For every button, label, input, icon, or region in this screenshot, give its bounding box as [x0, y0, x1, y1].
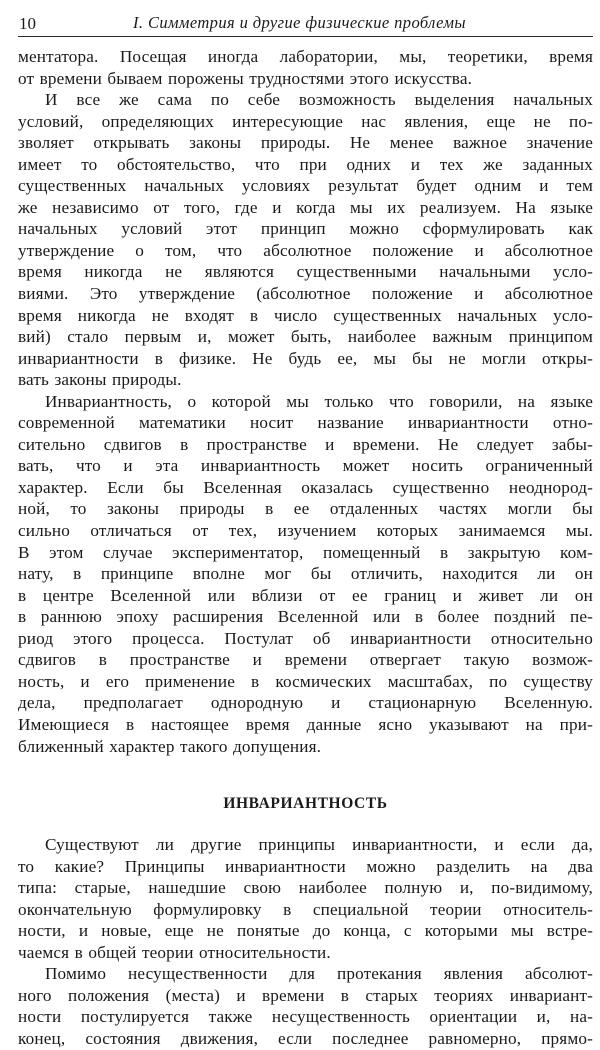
text-line: Имеющиеся в настоящее время данные ясно указывают на при-: [18, 714, 593, 734]
spacer: [18, 813, 593, 834]
text-line: нату, в принципе вполне мог бы отличить, находится ли он: [18, 564, 593, 584]
text-line: характер. Если бы Вселенная оказалась существенно неоднород-: [18, 477, 593, 497]
text-line: конец, состояния движения, если последнее равномерно, прямо-: [18, 1028, 593, 1048]
text-line: вий) стало первым и, может быть, наиболее важным принципом: [18, 327, 593, 347]
text-line: Существуют ли другие принципы инвариантности, и если да,: [45, 835, 593, 855]
text-line: В этом случае экспериментатор, помещенный в закрытую ком-: [18, 542, 593, 562]
text-line: от времени бываем порожены трудностями этого искусства.: [18, 68, 473, 88]
text-line: чаемся в общей теории относительности.: [18, 942, 331, 962]
text-line: ность, и его применение в космических масштабах, по существу: [18, 671, 593, 691]
paragraph: [18, 46, 593, 89]
text-line: окончательную формулировку в специальной теории относитель-: [18, 899, 593, 919]
text-line: ментатора. Посещая иногда лаборатории, мы, теоретики, время: [18, 47, 593, 66]
text-line: Помимо несущественности для протекания явления абсолют-: [45, 964, 593, 984]
text-line: время никогда не являются существенными начальными усло-: [18, 262, 593, 282]
text-line: сильно отличаться от тех, изучением которых занимаемся мы.: [18, 521, 593, 541]
text-line: Инвариантность, о которой мы только что говорили, на языке: [45, 391, 593, 411]
text-line: вать законы природы.: [18, 370, 182, 390]
text-line: ного положения (места) и времени в старых теориях инвариант-: [18, 985, 593, 1005]
text-line: типа: старые, нашедшие свою наиболее полную и, по-видимому,: [18, 878, 593, 898]
text-line: в раннюю эпоху расширения Вселенной или в более поздний пе-: [18, 607, 593, 627]
text-line: дела, предполагает однородную и стационарную Вселенную.: [18, 693, 593, 713]
text-line: сительно сдвигов в пространстве и времени. Не следует забы-: [18, 434, 593, 454]
paragraph: [18, 963, 593, 1049]
book-page: [18, 0, 593, 1048]
text-line: в центре Вселенной или вблизи от ее границ и живет ли он: [18, 585, 593, 605]
running-title: I. Симметрия и другие физические проблемы: [133, 13, 467, 32]
text-line: время никогда не входят в число существенных начальных усло-: [18, 305, 593, 325]
header-rule: [18, 36, 593, 37]
text-line: существенных начальных условиях результат будет одним и тем: [18, 176, 593, 196]
paragraph: [18, 89, 593, 391]
text-line: И все же сама по себе возможность выделения начальных: [45, 90, 593, 110]
text-line: условий, определяющих интересующие нас явления, еще не по-: [18, 111, 593, 131]
paragraph: [18, 834, 593, 963]
text-line: имеет то обстоятельство, что при одних и тех же заданных: [18, 154, 593, 174]
text-line: же независимо от того, где и когда мы их реализуем. На языке: [18, 197, 593, 217]
text-line: сдвигов в пространстве и времени отвергает такую возмож-: [18, 650, 593, 670]
text-line: ной, то законы природы в ее отдаленных частях могли бы: [18, 499, 593, 519]
paragraph: [18, 391, 593, 757]
page-body: [18, 46, 593, 1050]
spacer: [18, 757, 593, 795]
text-line: современной математики носит название инвариантности отно-: [18, 413, 593, 433]
text-line: утверждение о том, что абсолютное положение и абсолютное: [18, 240, 593, 260]
text-line: начальных условий этот принцип можно сформулировать как: [18, 219, 593, 239]
text-line: инвариантности в физике. Не будь ее, мы бы не могли откры-: [18, 348, 593, 368]
text-line: виями. Это утверждение (абсолютное положение и абсолютное: [18, 284, 593, 304]
section-heading: ИНВАРИАНТНОСТЬ: [223, 795, 388, 813]
text-line: ближенный характер такого допущения.: [18, 736, 322, 756]
text-line: ности постулируется также несущественность ориентации и, на-: [18, 1007, 593, 1027]
page-header: [18, 0, 593, 38]
text-line: ности, и новые, еще не понятые до конца, с которыми мы встре-: [18, 921, 593, 941]
text-line: зволяет открывать законы природы. Не менее важное значение: [18, 133, 593, 153]
page-number: 10: [19, 14, 36, 33]
text-line: риод этого процесса. Постулат об инвариантности относительно: [18, 628, 593, 648]
text-line: то какие? Принципы инвариантности можно разделить на два: [18, 856, 593, 876]
text-line: вать, что и эта инвариантность может носить ограниченный: [18, 456, 593, 476]
